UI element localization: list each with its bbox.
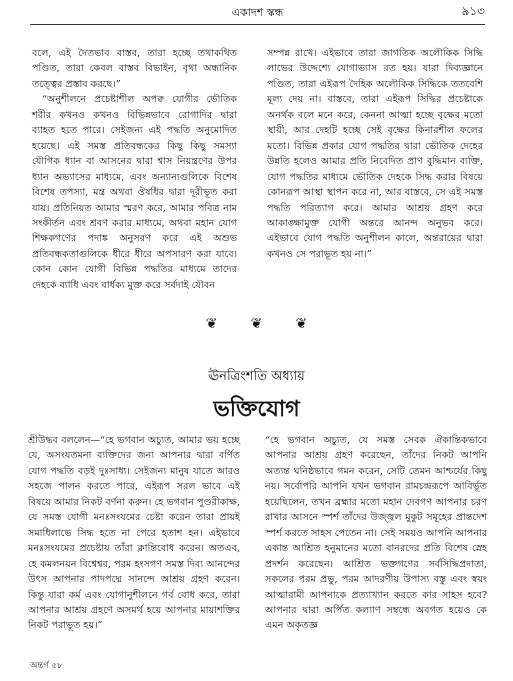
paragraph: “অনুশীলনে প্রচেষ্টাশীল অপক্ব যোগীর ভৌতিক শরীর কখনও কখনও বিভিন্নভাবে রোগাদির দ্বারা ব্যাহত হতে পারে। সেইজন্য এই পদ্ধতি অনুমোদিত হয়েছে। এই সমস্ত প্রতিবন্ধকের কিছু কিছু সমস্যা যৌগিক ধ্যান বা আসনের দ্বারা শ্বাস নিয়ন্ত্রণের উপর ধ্যান অভ্যাসের মাধ্যমে, এবং অন্যান্যগুলিকে বিশেষ বিশেষ তপস্যা, মন্ত্র অথবা ঔষধির দ্বারা দূরীভূত করা যায়। প্রতিনিয়ত আমার স্মরণ করে, আমার পবিত্র নাম সংকীর্তন এবং শ্রবণ করার মাধ্যমে, অথবা মহান যোগ শিক্ষকগণের পদাঙ্ক অনুসরণ করে এই অশুভ প্রতিবন্ধকতাগুলিকে ধীরে ধীরে অপসারণ করা যাবে। কোন কোন যোগী বিভিন্ন পদ্ধতির মাধ্যমে তাদের দেহকে ব্যাধি এবং বার্ধক্য মুক্ত করে সর্বদাই যৌবন	[32, 94, 237, 291]
section-divider	[0, 313, 513, 333]
running-head	[30, 2, 485, 25]
chapter-number: ঊনত্রিংশতি অধ্যায়	[208, 369, 305, 384]
ornament-icon: ❦	[295, 316, 308, 332]
paragraph: বলে, এই দৈতভাব বাস্তব, তারা হচ্ছে তথাকথিত পণ্ডিত, তারা কেবল বাস্তব বিভাইন, বৃথা অন্ধানিক তত্ত্বের প্রস্তাব করছে।”	[32, 48, 237, 90]
paragraph: সম্পন্ন রাখে। এইভাবে তারা জাগতিক অলৌকিক সিদ্ধি লাভের উদ্দেশ্যে যোগাভ্যাস রত হয়। যারা দিব্যজ্ঞানে পণ্ডিত, তারা এইরূপ দৈহিক অলৌকিক সিদ্ধিকে ততবেশি মূল্য দেয় না। বাস্তবে, তারা এইরূপ সিদ্ধির প্রচেষ্টাকে অনর্থক বলে মনে করে, কেননা আত্মা হচ্ছে বৃক্ষের মতো স্থায়ী, আর দেহটি হচ্ছে সেই বৃক্ষের কিনারশীল ফলের মতো। বিভিন্ন প্রকার যোগ পদ্ধতির দ্বারা ভৌতিক দেহের উন্নতি হলেও আমার প্রতি নিবেদিত প্রাণ বুদ্ধিমান ব্যক্তি, যোগ পদ্ধতির মাধ্যমে ভৌতিক দেহকে সিদ্ধ করার বিষয়ে কোনরূপ আস্থা স্থাপন করে না, আর বাস্তবে, সে এই সমস্ত পদ্ধতি পরিত্যাগ করে। আমার আশ্রয় গ্রহণ করে আকাঙ্ক্ষামুক্ত যোগী অন্তরে আনন্দ অনুভব করে। এইভাবে যোগ পদ্ধতি অনুশীলন কালে, অন্তরায়ের দ্বারা কখনও সে পরাভূত হয় না।”	[267, 48, 483, 260]
ornament-icon: ❦	[205, 316, 218, 332]
bottom-right-column	[265, 433, 487, 634]
page-number: ৯১৩	[461, 4, 485, 18]
printer-signature: অন্তর্গ ৫৮	[30, 661, 63, 671]
paragraph: শ্রীউদ্ধব বললেন—“হে ভগবান অচ্যুত, আমার ভয় হচ্ছে যে, অসংযতমনা ব্যক্তিদের জন্য আপনার দ্বারা বর্ণিত যোগ পদ্ধতি বড়ই দুঃসাধ্য। সেইজন্য মানুষ যাতে আরও সহজে পালন করতে পারে, এইরূপ সরল ভাবে এই বিষয়ে আমার নিকট বর্ণনা করুন। হে ভগবান পুণ্ডরীকাক্ষ, যে সমস্ত যোগী মনঃসংযমের চেষ্টা করেন তারা প্রায়ই সমাধিলাভে সিদ্ধ হতে না পেরে হতাশ হন। এইভাবে মনঃসংযমের প্রচেষ্টায় তাঁরা ক্লান্তিবোধ করেন। অতএব, হে কমলনয়ন বিশ্বেশ্বর, পরম হংসগণ সমস্ত দিব্য আনন্দের উৎস আপনার পাদপদ্মে সানন্দে আশ্রয় গ্রহণ করেন। কিন্তু যারা কর্ম এবং যোগানুশীলনে গর্ব বোধ করে, তারা আপনার আশ্রয় গ্রহণে অসমর্থ হয়ে আপনার মায়াশক্তির নিকট পরাভূত হয়।”	[28, 435, 240, 632]
top-left-column	[32, 46, 237, 293]
running-title: একাদশ স্কন্ধ	[231, 6, 284, 19]
ornament-icon: ❦	[250, 316, 263, 332]
top-right-column	[267, 46, 483, 262]
paragraph: “হে ভগবান অচ্যুত, যে সমস্ত সেবক ঐকান্তিকভাবে আপনার আশ্রয় গ্রহণ করেছেন, তাঁদের নিকট আপনি অত্যন্ত ঘনিষ্ঠভাবে গমন করেন, সেটি তেমন আশ্চর্যের কিছু নয়। সর্বোপরি আপনি যখন ভগবান রামচন্দ্ররূপে আবির্ভূত হয়েছিলেন, তখন ব্রহ্মার মতো মহান দেবগণ আপনার চরণ রাখার আসনে স্পর্শ তাঁদের উজ্জ্বল মুকুট সমূহের প্রান্তদেশ স্পর্শ করতে সাহস পেতেন না। সেই সময়ও আপনি আপনার একান্ত আশ্রিত হনুমানের মতো বানরদের প্রতি বিশেষ স্নেহ প্রদর্শন করেছেন। আশ্রিত ভক্তগণের সর্বসিদ্ধিপ্রদাতা, সকলের পরম প্রভু, পরম আদরণীয় উপাস্য বস্তু এবং স্বয়ং আত্মারামী আপনাকে প্রত্যাখ্যান করতে কার সাহস হবে? আপনার দ্বারা অর্পিত কল্যাণ সম্বন্ধে অবগত হয়েও কে এমন অকৃতজ্ঞ	[265, 435, 487, 632]
bottom-left-column	[28, 433, 240, 634]
chapter-title: ভক্তিযোগ	[213, 396, 300, 422]
